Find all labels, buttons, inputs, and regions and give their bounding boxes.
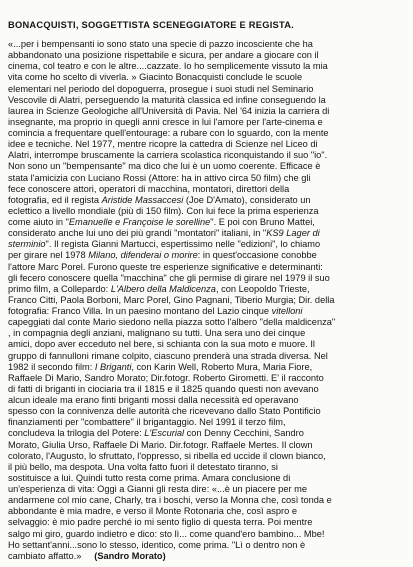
text-line — [8, 373, 407, 384]
text-line — [8, 217, 407, 228]
text-line — [8, 161, 407, 172]
text-line — [8, 206, 407, 217]
text-line — [8, 473, 407, 484]
italic-title: vitelloni — [271, 306, 303, 316]
text-line — [8, 117, 407, 128]
line-text: fotografia: Franco Villa. In un paesino montano del Lazio cinque — [8, 306, 272, 316]
author-signature: (Sandro Morato) — [94, 550, 166, 561]
text-line — [8, 328, 407, 339]
text-line — [8, 106, 407, 117]
text-line — [8, 84, 407, 95]
line-text-continued: (Joe D'Amato), considerato un — [183, 194, 311, 205]
text-line — [8, 540, 407, 551]
line-text: cinema, col teatro e con le altre....cazzate. Io ho semplicemente vissuto la mia — [8, 61, 328, 72]
line-text: Franco Citti, Paola Borboni, Marc Porel, Gino Pagnani, Tiberio Murgia; Dir. della — [8, 294, 335, 305]
line-text: alcun ideale ma erano finti briganti mossi dalla necessità ed operavano — [8, 395, 299, 405]
line-text: insegnante, ma proprio in quegli anni cresce in lui l'amore per l'arte-cinema e — [8, 116, 323, 127]
text-line — [8, 384, 407, 395]
line-text: spesso con la connivenza delle autorità che ricevevano dallo Stato Pontificio — [8, 406, 321, 417]
line-text-continued: , con Leopoldo Trieste, — [215, 283, 310, 294]
line-text-continued: ". E poi con Bruno Mattei, — [210, 217, 315, 227]
text-line — [8, 284, 407, 295]
line-text: colorato, l'Augusto, lo sfruttato, l'oppresso, si ribella ed uccide il clown bianco, — [8, 450, 326, 461]
text-line — [8, 484, 407, 495]
text-line — [8, 506, 407, 517]
line-text: il più bello, ma despota. Una volta fatto fuori il detestato tiranno, si — [8, 461, 278, 472]
line-text: cambiato affatto.» — [8, 550, 82, 561]
text-line — [8, 228, 407, 239]
text-line — [8, 440, 407, 451]
line-text: selvaggio: è mio padre perché io mi sento figlio di questa terra. Poi mentre — [8, 517, 313, 528]
line-text: abbondante è mia madre, e verso il Monte Rotonaria che, così aspro e — [8, 506, 297, 517]
line-text-continued: : in quest'occasione conobbe — [197, 250, 317, 261]
text-line — [8, 317, 407, 328]
line-text: amici, dopo aver ecceduto nel bere, si schianta con la sua moto e muore. Il — [8, 339, 315, 350]
line-text: primo film, a Collepardo: — [8, 283, 111, 294]
line-text: l'attore Marc Porel. Furono queste tre esperienze significative e determinanti: — [8, 261, 323, 272]
text-line — [8, 72, 407, 83]
text-line — [8, 451, 407, 462]
text-line — [8, 495, 407, 506]
text-line — [8, 551, 407, 562]
line-text: vita come ho scelto di viverla. » Giacinto Bonacquisti conclude le scuole — [8, 72, 303, 83]
text-line — [8, 250, 407, 261]
text-line — [8, 406, 407, 417]
text-line — [8, 339, 407, 350]
text-line — [8, 517, 407, 528]
line-text: comincia a frequentare quell'entourage: a rubare con lo sguardo, con la mente — [8, 128, 329, 138]
line-text: di fatti di briganti in ciociaria tra il 1815 e il 1825 quando questi non avevano — [8, 383, 319, 394]
text-line — [8, 195, 407, 206]
line-text: abbandonato una posizione rispettabile e sicura, per andare a giocare con il — [8, 50, 319, 61]
line-text: «...per i bempensanti io sono stato una specie di pazzo incosciente che ha — [8, 39, 313, 49]
text-line — [8, 150, 407, 161]
line-text: un'esperienza di vita: Oggi a Gianni gli resta dire: «...è un piacere per me — [8, 484, 307, 494]
line-text: elementari nel periodo del dopoguerra, prosegue i suoi studi nel Seminario — [8, 83, 314, 94]
text-line — [8, 529, 407, 540]
text-line — [8, 39, 407, 50]
line-text: idee e tecniche. Nel 1977, mentre ricopre la cattedra di Scienze nel Liceo di — [8, 139, 318, 150]
text-line — [8, 95, 407, 106]
italic-title: L'Escurial — [144, 428, 185, 439]
line-text: sostituisce a lui. Quindi tutto resta come prima. Amara conclusione di — [8, 472, 291, 483]
italic-title: L'Albero della Maldicenza — [110, 283, 216, 294]
line-text: gruppo di fannulloni rimane colpito, ciascuno prenderà una strada diversa. Nel — [8, 350, 328, 361]
italic-title: sterminio — [8, 239, 46, 250]
line-text: concludeva la trilogia del Potere: — [8, 428, 145, 439]
text-line — [8, 362, 407, 373]
text-line — [8, 128, 407, 139]
line-text-continued: ". Il regista Gianni Martucci, espertissimo nelle "edizioni", lo chiamo — [45, 239, 321, 250]
line-text: eclettico a livello mondiale (più di 150 film). Con lui fece la prima esperienza — [8, 205, 319, 216]
line-text-continued: con Denny Cecchini, Sandro — [184, 428, 304, 439]
document-body — [8, 39, 407, 562]
text-line — [8, 351, 407, 362]
line-text: salgo mi giro, guardo indietro e dico: sto lì... come quand'ero bambino... Mbe! — [8, 528, 325, 539]
text-line — [8, 306, 407, 317]
line-text: Raffaele Di Mario, Sandro Morato; Dir.fotogr. Roberto Girometti. E' il racconto — [8, 372, 324, 383]
italic-title: Aristide Massaccesi — [101, 194, 184, 205]
text-line — [8, 61, 407, 72]
text-line — [8, 184, 407, 195]
line-text: Vescovile di Alatri, perseguendo la maturità classica ed infine conseguendo la — [8, 94, 326, 105]
line-text: laurea in Scienze Geologiche all'Università di Pavia. Nel '64 inizia la carriera di — [8, 105, 330, 116]
line-text: andarmene col mio cane, Charly, tra i boschi, verso la Monna che, così tonda e — [8, 495, 332, 506]
text-line — [8, 273, 407, 284]
italic-title: Emanuelle e Françoise le sorelline — [68, 217, 211, 227]
line-text: finanziamenti per "combattere" il brigantaggio. Nel 1991 il terzo film, — [8, 417, 286, 428]
line-text: fece conoscere attori, operatori di macchina, montatori, direttori della — [8, 183, 290, 194]
italic-title: Milano, difenderai o morire — [88, 250, 198, 261]
line-text: considerato anche lui uno dei più grandi "montatori" italiani, in " — [8, 228, 267, 239]
line-text: Alatri, interrompe bruscamente la carriera scolastica riconquistando il suo "io". — [8, 150, 328, 161]
text-line — [8, 428, 407, 439]
text-line — [8, 50, 407, 61]
line-text: , in compagnia degli anziani, malignano su tutti. Una sera uno dei cinque — [8, 328, 306, 339]
line-text: Non sono un "bempensante" ma dico che lui è un uomo coerente. Efficace è — [8, 161, 321, 172]
text-line — [8, 462, 407, 473]
text-line — [8, 173, 407, 184]
text-line — [8, 239, 407, 250]
document-title: BONACQUISTI, SOGGETTISTA SCENEGGIATORE E REGISTA. — [8, 20, 295, 30]
line-text: Morato, Giulia Urso, Raffaele Di Mario. Dir.fotogr. Raffaele Mertes. Il clown — [8, 439, 313, 450]
line-text-continued: , con Karin Well, Roberto Mura, Maria Fiore, — [131, 361, 313, 372]
line-text: fotografia, ed il regista — [8, 194, 102, 205]
line-text: Ho settant'anni...sono lo stesso, identico, come prima. "Lì o dentro non è — [8, 539, 306, 550]
italic-title: I Briganti — [94, 361, 132, 372]
line-text: stata l'amicizia con Luciano Rossi (Attore: ha in attivo circa 50 film) che gli — [8, 172, 311, 183]
text-line — [8, 395, 407, 406]
line-text: come aiuto in " — [8, 217, 69, 227]
text-line — [8, 417, 407, 428]
line-text: capeggiati dal conte Mario siedono nella piazza sotto l'albero "della maldicenza" — [8, 317, 336, 328]
line-text: gli fecero conoscere quella "macchina" che gli permise di girare nel 1979 il suo — [8, 272, 330, 283]
line-text: per girare nel 1978 — [8, 250, 89, 261]
text-line — [8, 262, 407, 273]
line-text: 1982 il secondo film: — [8, 361, 95, 372]
text-line — [8, 295, 407, 306]
italic-title: KS9 Lager di — [266, 228, 320, 239]
text-line — [8, 139, 407, 150]
